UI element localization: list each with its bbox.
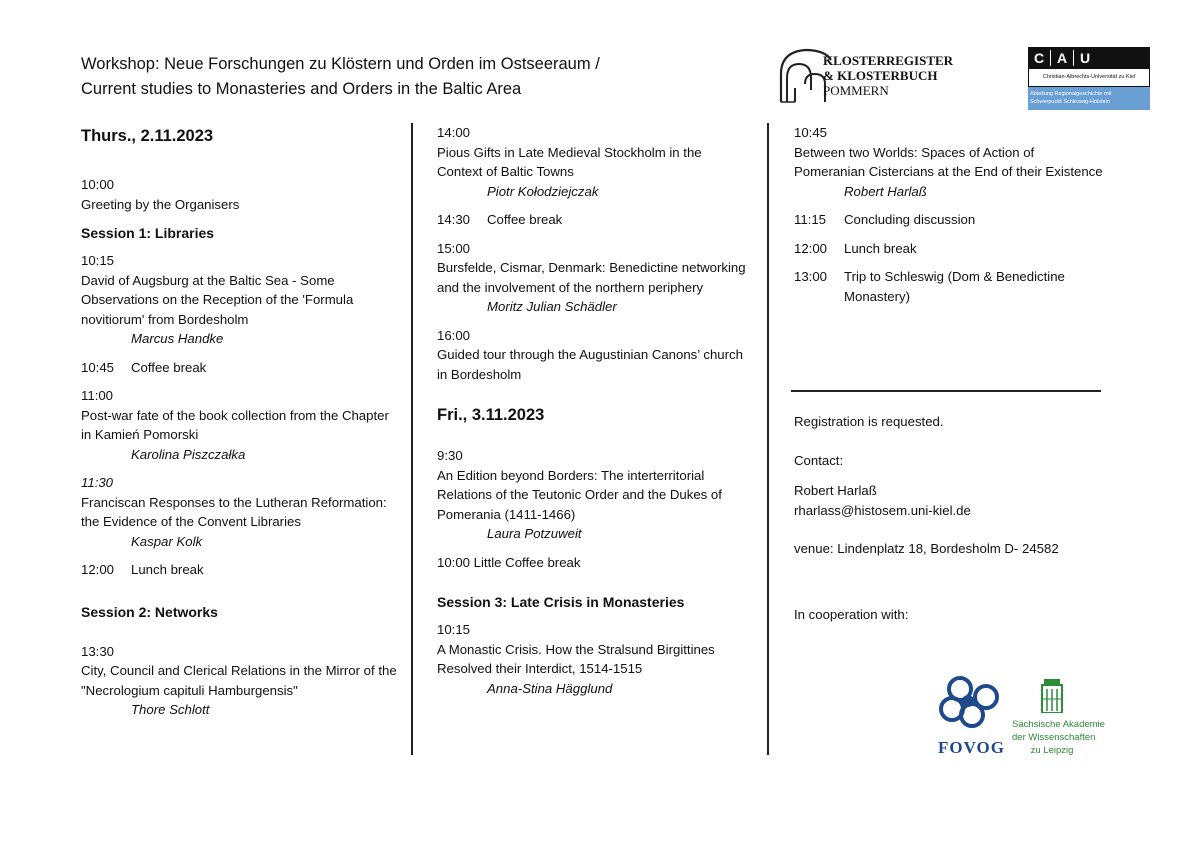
item-time: 16:00 <box>437 327 471 343</box>
program-item <box>81 175 401 214</box>
item-text: Guided tour through the Augustinian Canons’ church in Bordesholm <box>437 347 743 382</box>
item-time: 10:15 <box>437 622 471 637</box>
item-time: 12:00 <box>81 562 115 577</box>
venue: venue: Lindenplatz 18, Bordesholm D- 24582 <box>794 541 1059 556</box>
program-item <box>81 642 401 720</box>
program-item <box>81 386 401 464</box>
program-item <box>794 123 1104 201</box>
saw-logo <box>1012 677 1105 757</box>
cau-letter-a: A <box>1056 50 1068 66</box>
contact-email[interactable]: rharlass@histosem.uni-kiel.de <box>794 502 971 518</box>
program-item-break <box>794 239 1104 259</box>
column-divider-1 <box>411 123 413 755</box>
title-line-1: Workshop: Neue Forschungen zu Klöstern und Orden im Ostseeraum / <box>81 55 600 73</box>
item-time: 13:00 <box>794 269 828 284</box>
item-text: Concluding discussion <box>844 212 976 227</box>
kloster-logo-line3: POMMERN <box>823 83 889 98</box>
item-speaker: Thore Schlott <box>131 702 210 717</box>
horizontal-divider <box>791 390 1101 392</box>
item-speaker: Laura Potzuweit <box>487 526 582 541</box>
item-time: 9:30 <box>437 448 463 463</box>
program-item-break: 10:00 Little Coffee break <box>437 554 581 570</box>
contact-name: Robert Harlaß <box>794 483 877 498</box>
item-speaker: Robert Harlaß <box>844 183 927 199</box>
program-item <box>437 239 747 317</box>
item-text: Lunch break <box>131 562 204 577</box>
cau-letter-u: U <box>1079 50 1091 66</box>
item-text: Greeting by the Organisers <box>81 196 240 212</box>
page-title <box>81 52 721 102</box>
program-item <box>437 326 747 385</box>
program-item <box>81 473 401 551</box>
session-heading-1: Session 1: Libraries <box>81 225 215 241</box>
fovog-emblem-icon <box>938 675 1004 733</box>
item-speaker: Piotr Kołodziejczak <box>487 183 599 199</box>
item-time: 10:45 <box>794 125 828 140</box>
item-speaker: Kaspar Kolk <box>131 533 203 549</box>
registration-note: Registration is requested. <box>794 414 944 429</box>
academy-building-icon <box>1012 677 1092 713</box>
program-item <box>437 123 747 201</box>
column-divider-2 <box>767 123 769 755</box>
program-item-break <box>81 560 401 580</box>
cooperation-label: In cooperation with: <box>794 606 909 622</box>
item-text: An Edition beyond Borders: The interterritorial Relations of the Teutonic Order and the Dukes of Pomerania (1411-1466) <box>437 467 722 522</box>
day-heading-friday: Fri., 3.11.2023 <box>437 406 545 424</box>
item-text: Post-war fate of the book collection from the Chapter in Kamień Pomorski <box>81 407 389 442</box>
cau-logo-line2: Abteilung Regionalgeschichte mit <box>1030 91 1112 97</box>
kloster-logo-line2: & KLOSTERBUCH <box>823 68 938 83</box>
klosterregister-logo <box>775 44 990 106</box>
session-heading-3: Session 3: Late Crisis in Monasteries <box>437 594 685 610</box>
item-time: 14:00 <box>437 125 471 140</box>
cau-letter-c: C <box>1033 50 1045 66</box>
column-thursday-friday <box>437 123 747 707</box>
program-item-break <box>794 267 1104 306</box>
item-text: Lunch break <box>844 240 917 256</box>
cau-logo-line3: Schwerpunkt Schleswig-Holstein <box>1030 99 1110 105</box>
saw-line1: Sächsische Akademie <box>1012 719 1105 730</box>
item-speaker: Karolina Piszczałka <box>131 446 246 462</box>
session-heading-2: Session 2: Networks <box>81 603 218 620</box>
item-time: 14:30 <box>437 212 471 227</box>
item-time: 13:30 <box>81 643 115 659</box>
saw-line3: zu Leipzig <box>1030 745 1074 756</box>
item-text: A Monastic Crisis. How the Stralsund Birgittines Resolved their Interdict, 1514-1515 <box>437 641 715 676</box>
item-time: 10:00 <box>81 177 115 192</box>
item-time: 10:45 <box>81 359 115 375</box>
item-time: 12:00 <box>794 240 828 256</box>
item-time: 15:00 <box>437 240 471 256</box>
item-text: Franciscan Responses to the Lutheran Reformation: the Evidence of the Convent Libraries <box>81 494 387 529</box>
item-time: 11:15 <box>794 212 827 227</box>
day-heading-thursday: Thurs., 2.11.2023 <box>81 127 214 145</box>
item-speaker: Marcus Handke <box>131 331 224 346</box>
fovog-name: FOVOG <box>938 738 1005 757</box>
column-thursday <box>81 125 401 729</box>
program-item <box>437 446 747 544</box>
contact-label: Contact: <box>794 452 844 468</box>
saw-line2: der Wissenschaften <box>1012 732 1096 743</box>
item-text: Trip to Schleswig (Dom & Benedictine Monastery) <box>844 269 1065 304</box>
title-line-2: Current studies to Monasteries and Orders in the Baltic Area <box>81 80 522 98</box>
item-time: 10:15 <box>81 253 115 268</box>
item-time: 11:30 <box>81 475 114 490</box>
item-text: Pious Gifts in Late Medieval Stockholm in the Context of Baltic Towns <box>437 144 702 179</box>
cau-logo <box>1028 47 1150 110</box>
program-item <box>81 251 401 349</box>
column-friday-info <box>794 123 1104 315</box>
program-item <box>437 620 747 698</box>
item-speaker: Anna-Stina Hägglund <box>487 680 613 696</box>
program-item-break <box>794 210 1104 230</box>
program-item-break <box>437 210 747 230</box>
item-text: Coffee break <box>487 212 563 227</box>
program-item-break <box>81 358 401 378</box>
item-text: David of Augsburg at the Baltic Sea - Some Observations on the Reception of the 'Formula novitiorum' from Bordesholm <box>81 272 354 327</box>
item-text: City, Council and Clerical Relations in the Mirror of the "Necrologium capituli Hamburgensis" <box>81 663 397 698</box>
cau-logo-line1: Christian-Albrechts-Universität zu Kiel <box>1028 69 1150 87</box>
kloster-logo-line1: KLOSTERREGISTER <box>823 53 954 68</box>
item-speaker: Moritz Julian Schädler <box>487 299 617 314</box>
fovog-logo <box>938 675 1004 755</box>
item-text: Coffee break <box>131 359 207 375</box>
item-text: Bursfelde, Cismar, Denmark: Benedictine networking and the involvement of the northern periphery <box>437 260 746 295</box>
info-block <box>794 412 1104 624</box>
item-time: 11:00 <box>81 388 114 403</box>
item-text: Between two Worlds: Spaces of Action of Pomeranian Cistercians at the End of their Existence <box>794 144 1103 179</box>
